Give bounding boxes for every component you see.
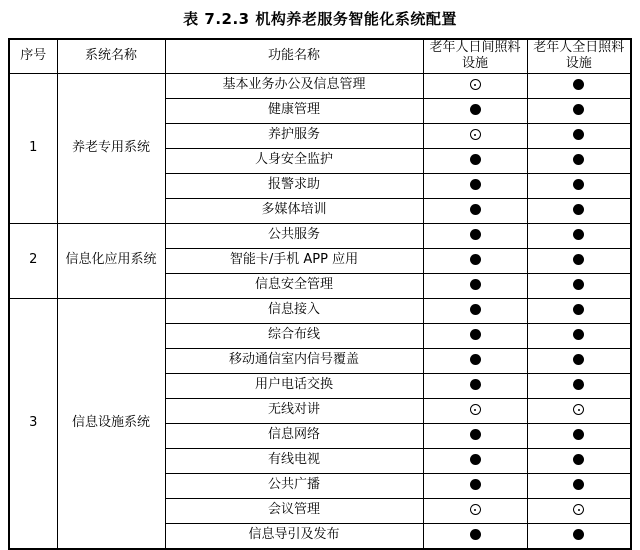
filled-circle-icon <box>573 329 584 340</box>
header-cell-no: 序号 <box>9 39 57 73</box>
table-row <box>9 223 631 248</box>
filled-circle-icon <box>573 529 584 540</box>
day-care-mark-cell <box>423 398 527 423</box>
filled-circle-icon <box>470 204 481 215</box>
day-care-mark-cell <box>423 348 527 373</box>
function-name-cell: 有线电视 <box>165 448 423 473</box>
filled-circle-icon <box>470 429 481 440</box>
open-circle-icon <box>573 404 584 415</box>
filled-circle-icon <box>470 454 481 465</box>
full-care-mark-cell <box>527 448 631 473</box>
full-care-mark-cell <box>527 523 631 549</box>
day-care-mark-cell <box>423 223 527 248</box>
function-name-cell: 用户电话交换 <box>165 373 423 398</box>
header-cell-full-care: 老年人全日照料设施 <box>527 39 631 73</box>
day-care-mark-cell <box>423 448 527 473</box>
function-name-cell: 基本业务办公及信息管理 <box>165 73 423 98</box>
filled-circle-icon <box>573 479 584 490</box>
function-name-cell: 信息接入 <box>165 298 423 323</box>
day-care-mark-cell <box>423 98 527 123</box>
open-circle-icon <box>573 504 584 515</box>
filled-circle-icon <box>470 154 481 165</box>
filled-circle-icon <box>573 104 584 115</box>
open-circle-icon <box>470 404 481 415</box>
row-index-cell: 3 <box>9 298 57 549</box>
filled-circle-icon <box>573 154 584 165</box>
function-name-cell: 移动通信室内信号覆盖 <box>165 348 423 373</box>
system-name-cell: 信息设施系统 <box>57 298 165 549</box>
day-care-mark-cell <box>423 373 527 398</box>
header-cell-day-care: 老年人日间照料设施 <box>423 39 527 73</box>
filled-circle-icon <box>470 304 481 315</box>
filled-circle-icon <box>573 129 584 140</box>
filled-circle-icon <box>470 479 481 490</box>
filled-circle-icon <box>573 354 584 365</box>
day-care-mark-cell <box>423 298 527 323</box>
filled-circle-icon <box>573 204 584 215</box>
full-care-mark-cell <box>527 323 631 348</box>
function-name-cell: 会议管理 <box>165 498 423 523</box>
function-name-cell: 无线对讲 <box>165 398 423 423</box>
filled-circle-icon <box>573 179 584 190</box>
full-care-mark-cell <box>527 473 631 498</box>
full-care-mark-cell <box>527 348 631 373</box>
day-care-mark-cell <box>423 523 527 549</box>
filled-circle-icon <box>573 254 584 265</box>
table-caption: 表 7.2.3 机构养老服务智能化系统配置 <box>183 10 457 28</box>
filled-circle-icon <box>573 429 584 440</box>
full-care-mark-cell <box>527 273 631 298</box>
system-name-cell: 信息化应用系统 <box>57 223 165 298</box>
function-name-cell: 多媒体培训 <box>165 198 423 223</box>
full-care-mark-cell <box>527 98 631 123</box>
full-care-mark-cell <box>527 373 631 398</box>
filled-circle-icon <box>573 279 584 290</box>
full-care-mark-cell <box>527 498 631 523</box>
function-name-cell: 健康管理 <box>165 98 423 123</box>
full-care-mark-cell <box>527 248 631 273</box>
open-circle-icon <box>470 504 481 515</box>
full-care-mark-cell <box>527 398 631 423</box>
day-care-mark-cell <box>423 423 527 448</box>
function-name-cell: 信息导引及发布 <box>165 523 423 549</box>
table-header <box>9 39 631 73</box>
table-row <box>9 298 631 323</box>
function-name-cell: 信息网络 <box>165 423 423 448</box>
full-care-mark-cell <box>527 173 631 198</box>
header-cell-system: 系统名称 <box>57 39 165 73</box>
day-care-mark-cell <box>423 273 527 298</box>
day-care-mark-cell <box>423 248 527 273</box>
table-row <box>9 73 631 98</box>
day-care-mark-cell <box>423 473 527 498</box>
day-care-mark-cell <box>423 148 527 173</box>
filled-circle-icon <box>573 379 584 390</box>
function-name-cell: 报警求助 <box>165 173 423 198</box>
day-care-mark-cell <box>423 323 527 348</box>
row-index-cell: 1 <box>9 73 57 223</box>
filled-circle-icon <box>573 454 584 465</box>
function-name-cell: 公共广播 <box>165 473 423 498</box>
filled-circle-icon <box>470 329 481 340</box>
open-circle-icon <box>470 129 481 140</box>
full-care-mark-cell <box>527 423 631 448</box>
function-name-cell: 公共服务 <box>165 223 423 248</box>
function-name-cell: 智能卡/手机 APP 应用 <box>165 248 423 273</box>
full-care-mark-cell <box>527 123 631 148</box>
filled-circle-icon <box>470 104 481 115</box>
filled-circle-icon <box>470 354 481 365</box>
filled-circle-icon <box>470 279 481 290</box>
day-care-mark-cell <box>423 73 527 98</box>
function-name-cell: 养护服务 <box>165 123 423 148</box>
filled-circle-icon <box>573 304 584 315</box>
day-care-mark-cell <box>423 198 527 223</box>
function-name-cell: 信息安全管理 <box>165 273 423 298</box>
filled-circle-icon <box>573 79 584 90</box>
filled-circle-icon <box>470 179 481 190</box>
full-care-mark-cell <box>527 223 631 248</box>
filled-circle-icon <box>470 379 481 390</box>
function-name-cell: 人身安全监护 <box>165 148 423 173</box>
row-index-cell: 2 <box>9 223 57 298</box>
full-care-mark-cell <box>527 198 631 223</box>
function-name-cell: 综合布线 <box>165 323 423 348</box>
filled-circle-icon <box>470 229 481 240</box>
table-body <box>9 73 631 549</box>
system-name-cell: 养老专用系统 <box>57 73 165 223</box>
filled-circle-icon <box>573 229 584 240</box>
header-cell-function: 功能名称 <box>165 39 423 73</box>
full-care-mark-cell <box>527 298 631 323</box>
configuration-table <box>8 38 632 550</box>
day-care-mark-cell <box>423 123 527 148</box>
full-care-mark-cell <box>527 73 631 98</box>
filled-circle-icon <box>470 254 481 265</box>
full-care-mark-cell <box>527 148 631 173</box>
open-circle-icon <box>470 79 481 90</box>
day-care-mark-cell <box>423 173 527 198</box>
table-header-row <box>9 39 631 73</box>
filled-circle-icon <box>470 529 481 540</box>
day-care-mark-cell <box>423 498 527 523</box>
